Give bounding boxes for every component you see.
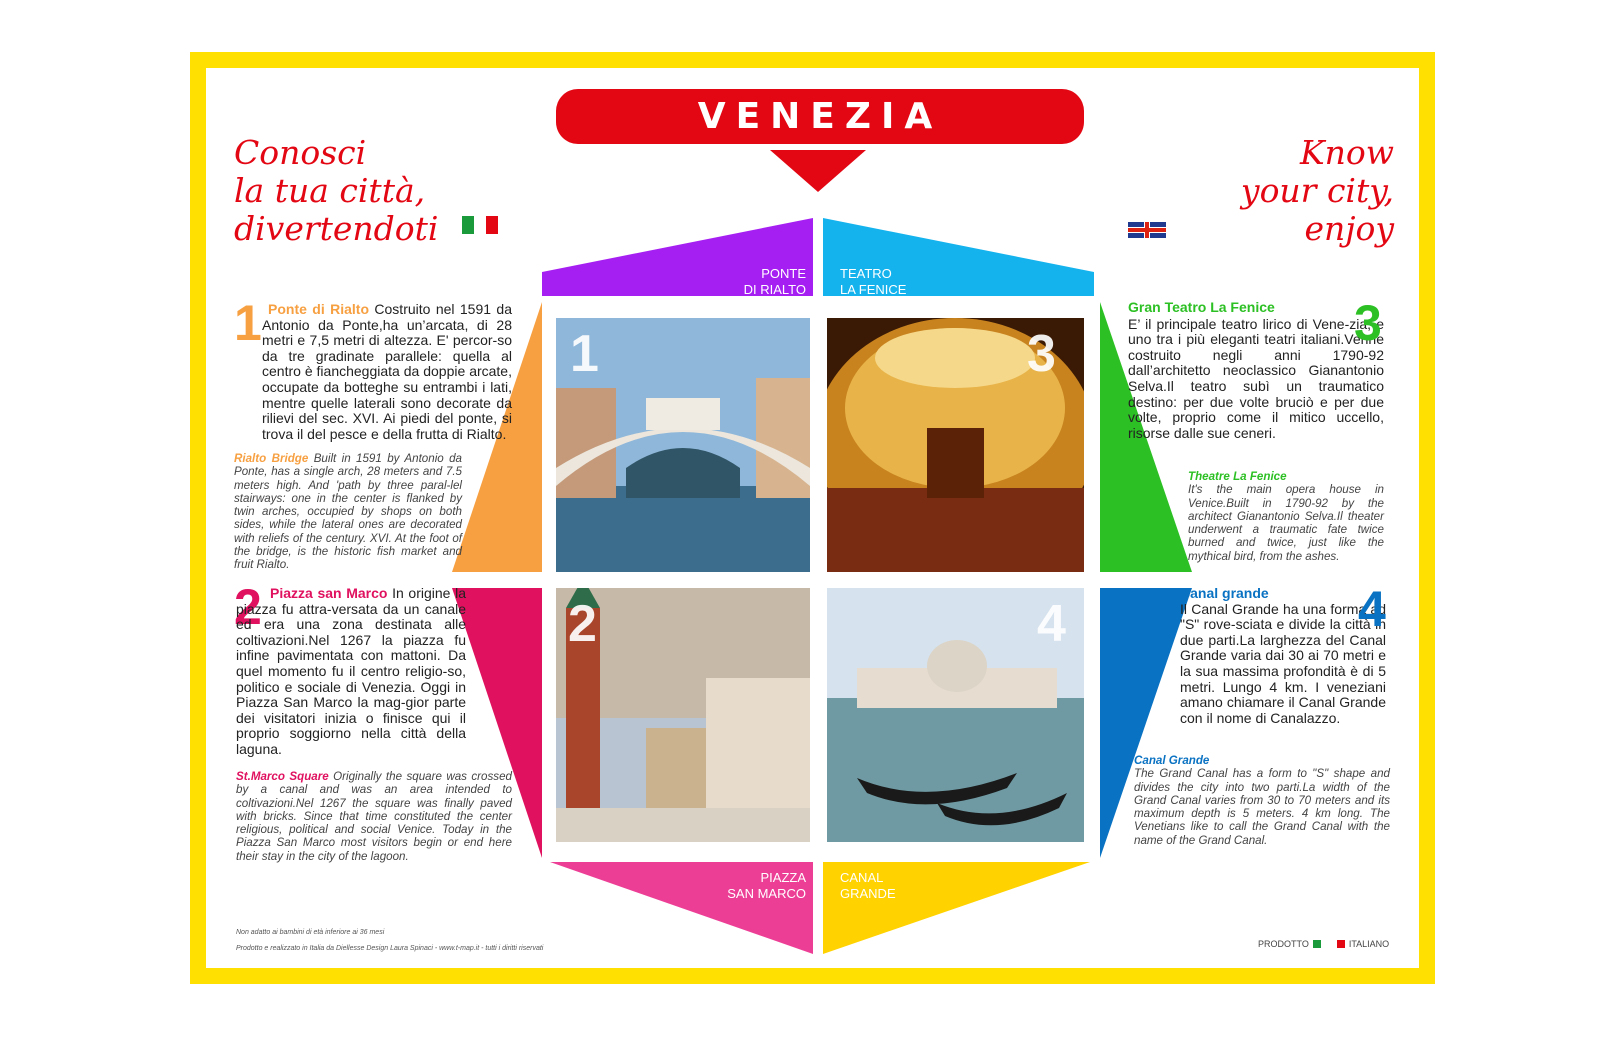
photo-number-4: 4 bbox=[1037, 595, 1066, 653]
segment-label-ponte-di-rialto: PONTE DI RIALTO bbox=[743, 266, 806, 297]
green-square-icon bbox=[1313, 940, 1321, 948]
photo-number-3: 3 bbox=[1027, 325, 1056, 383]
section-number-1: 1 bbox=[234, 295, 262, 351]
section-1-title-it: Ponte di Rialto bbox=[268, 301, 370, 317]
red-square-icon bbox=[1337, 940, 1345, 948]
section-3-english-text: Theatre La Fenice It's the main opera house in Venice.Built in 1790-92 by the architect Gianantonio Selva.Il theater underwent a traumatic fate twice burned and twice, just like the mythical bird, from the ashes. bbox=[1188, 470, 1384, 563]
photo-rialto-bridge bbox=[556, 318, 810, 572]
section-4-title-en: Canal Grande bbox=[1134, 754, 1210, 767]
footer-credits: Prodotto e realizzato in Italia da Diellesse Design Laura Spinaci - www.t-map.it - tutti i diritti riservati bbox=[236, 945, 544, 952]
photo-piazza-san-marco bbox=[556, 588, 810, 842]
segment-label-canal-grande: CANAL GRANDE bbox=[840, 870, 896, 901]
section-number-2: 2 bbox=[234, 579, 262, 635]
made-in-italy-badge: PRODOTTO ITALIANO bbox=[1258, 939, 1390, 949]
section-3-italian-text: Gran Teatro La Fenice E’ il principale teatro lirico di Vene-zia, e uno tra i più eleganti teatri italiani.Venne costruito negli anni 1790-92 dall’architetto neoclassico Gianantonio Selva.Il teatro subì un traumatico destino: per due volte bruciò e per due volte, proprio come il mitico uccello, risorse dalle sue ceneri. bbox=[1128, 299, 1384, 441]
section-4-english-text: Canal Grande The Grand Canal has a form to "S" shape and divides the city into two parti.La width of the Grand Canal varies from 30 to 70 meters and its maximum depth is 5 meters. 4 km long. The Venetians like to call the Grand Canal with the name of the Grand Canal. bbox=[1134, 754, 1390, 847]
section-2-title-it: Piazza san Marco bbox=[270, 585, 388, 601]
section-4-title-it: Canal grande bbox=[1180, 585, 1269, 601]
section-4-italian-text: Canal grande Il Canal Grande ha una forma ad "S" rove-sciata e divide la città in due parti.La larghezza del Canal Grande varia dai 30 ai 70 metri e la sua massima profondità è di 5 metri. Lungo 4 km. I veneziani amano chiamare il Canal Grande con il nome di Canalazzo. bbox=[1180, 585, 1386, 726]
section-2-english-text: St.Marco Square Originally the square was crossed by a canal and was an area intended to coltivazioni.Nel 1267 the square was finally paved with bricks. Since that time constituted the center religious, political and social Venice. Today in the Piazza San Marco most visitors begin or end here their stay in the city of the lagoon. bbox=[236, 770, 512, 863]
section-number-4: 4 bbox=[1358, 581, 1386, 637]
section-3-title-en: Theatre La Fenice bbox=[1188, 470, 1287, 483]
section-number-3: 3 bbox=[1354, 295, 1382, 351]
section-1-italian-text: Ponte di Rialto Costruito nel 1591 da Antonio da Ponte,ha un’arcata, di 28 metri e 7,5 metri di altezza. E' percor-so da tre gradinate parallele: quella al centro è fiancheggiata da doppie arcate, occupate da botteghe su entrambi i lati, mentre quelle laterali sono decorate da rilievi del sec. XVI. Ai piedi del ponte, si trova il del pesce e della frutta di Rialto. bbox=[262, 301, 513, 442]
section-2-title-en: St.Marco Square bbox=[236, 770, 329, 783]
photo-number-2: 2 bbox=[568, 595, 597, 653]
tagline-english: Know your city, enjoy bbox=[1240, 133, 1394, 248]
photo-la-fenice-theatre bbox=[827, 318, 1084, 572]
segment-label-piazza-san-marco: PIAZZA SAN MARCO bbox=[727, 870, 806, 901]
tagline-italian: Conosci la tua città, divertendoti bbox=[234, 133, 439, 248]
segment-label-teatro-la-fenice: TEATRO LA FENICE bbox=[840, 266, 907, 297]
section-2-italian-text: Piazza san Marco In origine la piazza fu attra-versata da un canale ed era una zona destinata alle coltivazioni.Nel 1267 la piazza fu infine pavimentata con mattoni. Da quel momento fu il centro religio-so, politico e sociale di Venezia. Oggi in Piazza San Marco la mag-gior parte dei visitatori inizia o finisce qui il proprio soggiorno nella città della laguna. bbox=[236, 585, 466, 757]
section-3-title-it: Gran Teatro La Fenice bbox=[1128, 299, 1275, 315]
title-banner: VENEZIA bbox=[556, 89, 1084, 144]
photo-number-1: 1 bbox=[570, 325, 599, 383]
section-1-title-en: Rialto Bridge bbox=[234, 452, 309, 465]
footer-age-warning: Non adatto ai bambini di età inferiore ai 36 mesi bbox=[236, 929, 385, 936]
photo-canal-grande bbox=[827, 588, 1084, 842]
section-1-english-text: Rialto Bridge Built in 1591 by Antonio da Ponte, has a single arch, 28 meters and 7.5 meters high. And 'path by three paral-lel stairways: one in the center is flanked by twin arches, occupied by shops on both sides, while the lateral ones are decorated with reliefs of the century. XVI. At the foot of the bridge, is the historic fish market and fruit Rialto. bbox=[234, 452, 462, 572]
